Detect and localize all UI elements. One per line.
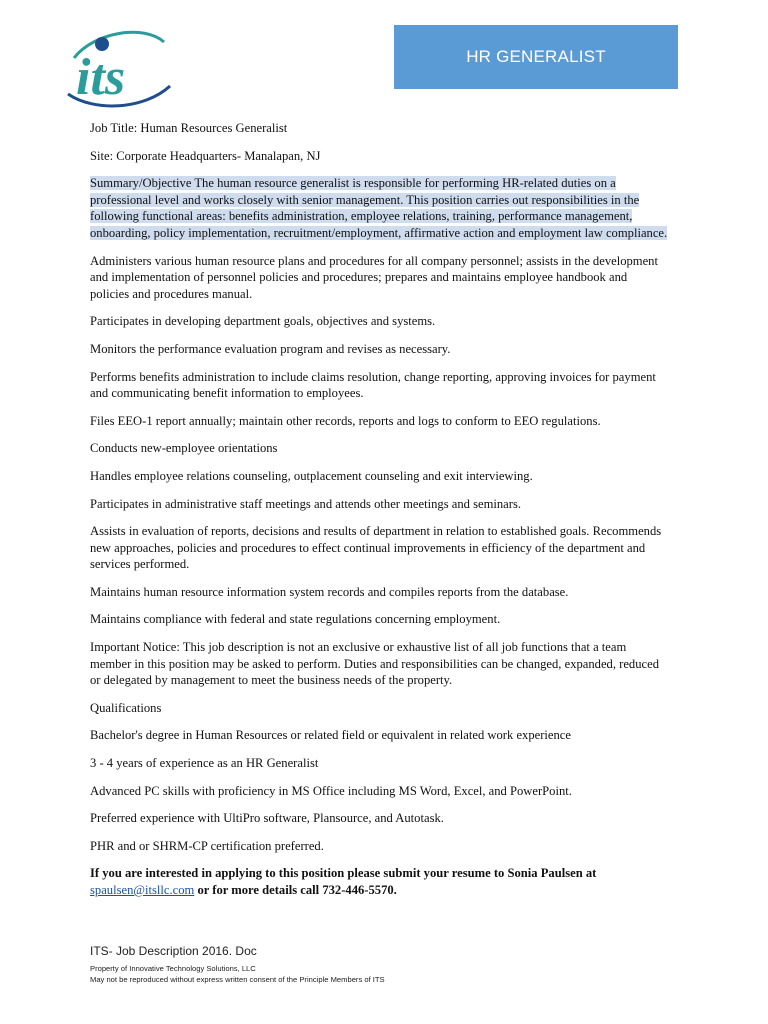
its-logo — [64, 24, 174, 110]
duty-paragraph: Administers various human resource plans and procedures for all company personnel; assists in the development and implementation of personnel policies and procedures; prepares and maintains employee handbook and policies and procedures manual. — [90, 253, 658, 301]
duty-paragraph: Participates in developing department goals, objectives and systems. — [90, 314, 436, 329]
apply-tail: or for more details call 732-446-5570. — [197, 883, 397, 897]
apply-instructions — [90, 865, 668, 898]
banner-title: HR GENERALIST — [466, 47, 606, 66]
important-notice: Important Notice: This job description is not an exclusive or exhaustive list of all job functions that a team member in this position may be asked to perform. Duties and responsibilities can be changed, expanded, reduced or delegated by management to meet the business needs of the property. — [90, 640, 660, 688]
summary-paragraph — [90, 175, 668, 241]
page-footer — [90, 944, 385, 985]
job-title: Job Title: Human Resources Generalist — [90, 121, 288, 135]
email-link[interactable]: spaulsen@itsllc.com — [90, 883, 195, 897]
qualification-item: PHR and or SHRM-CP certification preferred. — [90, 838, 324, 853]
qualification-item: Bachelor's degree in Human Resources or related field or equivalent in related work experience — [90, 728, 571, 743]
duty-paragraph: Handles employee relations counseling, outplacement counseling and exit interviewing. — [90, 468, 533, 483]
duty-paragraph: Assists in evaluation of reports, decisions and results of department in relation to established goals. Recommends new approaches, policies and procedures to effect continual improvements in efficiency of the department and services performed. — [90, 524, 662, 572]
duty-paragraph: Maintains compliance with federal and state regulations concerning employment. — [90, 612, 501, 627]
duty-paragraph: Files EEO-1 report annually; maintain other records, reports and logs to conform to EEO regulations. — [90, 413, 601, 428]
qualification-item: 3 - 4 years of experience as an HR Generalist — [90, 756, 319, 771]
duty-paragraph: Conducts new-employee orientations — [90, 441, 278, 456]
duty-paragraph: Performs benefits administration to include claims resolution, change reporting, approving invoices for payment and communicating benefit information to employees. — [90, 369, 656, 401]
duty-paragraph: Maintains human resource information system records and compiles reports from the database. — [90, 584, 569, 599]
apply-text: If you are interested in applying to this position please submit your resume to Sonia Paulsen at — [90, 866, 597, 881]
footer-reproduce-line: May not be reproduced without express written consent of the Principle Members of ITS — [90, 975, 385, 984]
footer-property-line: Property of Innovative Technology Solutions, LLC — [90, 964, 256, 973]
qualification-item: Preferred experience with UltiPro software, Plansource, and Autotask. — [90, 811, 444, 826]
qualification-item: Advanced PC skills with proficiency in MS Office including MS Word, Excel, and PowerPoint. — [90, 783, 572, 798]
footer-doc-name: ITS- Job Description 2016. Doc — [90, 944, 257, 958]
logo-wordmark: its — [76, 49, 126, 106]
qualifications-heading: Qualifications — [90, 700, 162, 715]
title-banner — [394, 25, 678, 89]
site: Site: Corporate Headquarters- Manalapan, NJ — [90, 148, 321, 163]
duty-paragraph: Participates in administrative staff meetings and attends other meetings and seminars. — [90, 496, 521, 511]
document-body — [90, 120, 668, 910]
summary-highlighted-text[interactable]: Summary/Objective The human resource generalist is responsible for performing HR-related duties on a professional level and works closely with senior management. This position carries out responsibilities in the following functional areas: benefits administration, employee relations, training, performance management, onboarding, policy implementation, recruitment/employment, affirmative action and employment law compliance. — [90, 176, 668, 240]
duty-paragraph: Monitors the performance evaluation program and revises as necessary. — [90, 341, 451, 356]
